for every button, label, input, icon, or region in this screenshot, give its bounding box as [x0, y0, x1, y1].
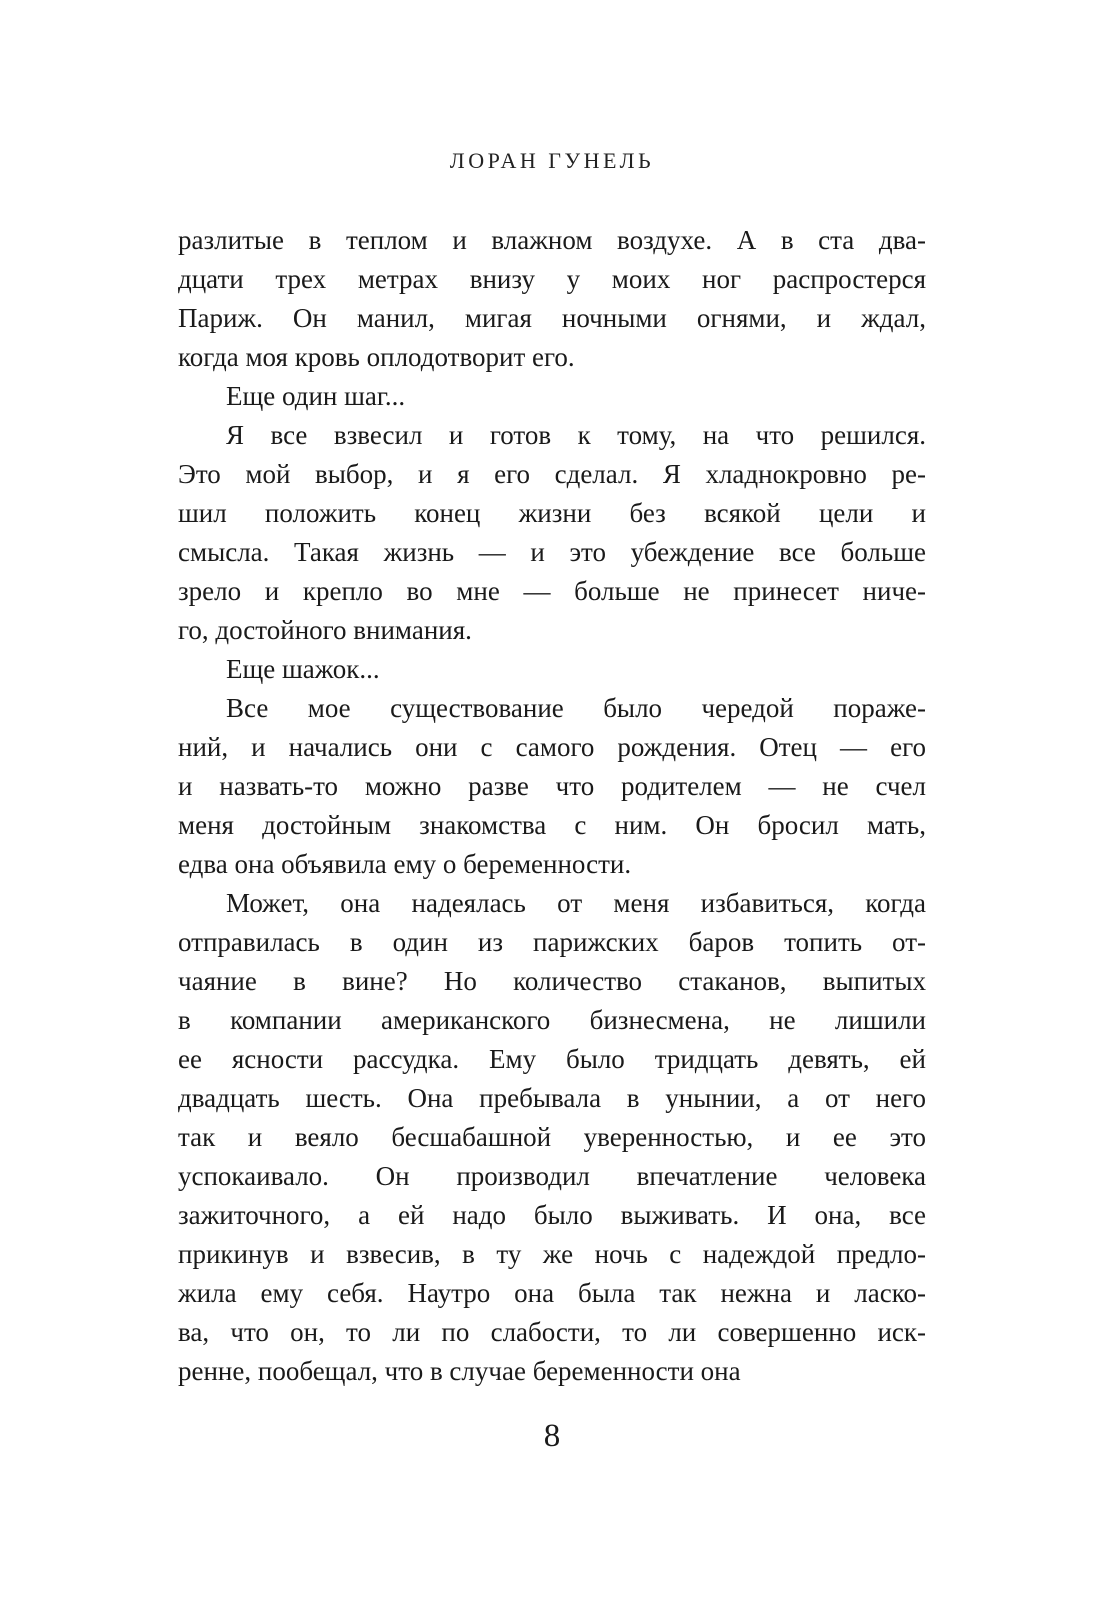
text-line: разлитые в теплом и влажном воздухе. А в ста два- [178, 225, 926, 255]
text-line: Все мое существование было чередой пораже- [226, 693, 926, 723]
text-line: зрело и крепло во мне — больше не принесет ниче- [178, 576, 926, 606]
text-line: Это мой выбор, и я его сделал. Я хладнокровно ре- [178, 459, 926, 489]
text-line: ее ясности рассудка. Ему было тридцать девять, ей [178, 1044, 926, 1074]
text-line: ва, что он, то ли по слабости, то ли совершенно иск- [178, 1317, 926, 1347]
text-line: чаяние в вине? Но количество стаканов, выпитых [178, 966, 926, 996]
text-line: ний, и начались они с самого рождения. Отец — его [178, 732, 926, 762]
text-line: отправилась в один из парижских баров топить от- [178, 927, 926, 957]
page-number: 8 [543, 1418, 561, 1454]
text-line: в компании американского бизнесмена, не лишили [178, 1005, 926, 1035]
text-line: успокаивало. Он производил впечатление человека [178, 1161, 926, 1191]
text-line: Париж. Он манил, мигая ночными огнями, и ждал, [178, 303, 926, 333]
text-line: меня достойным знакомства с ним. Он бросил мать, [178, 810, 926, 840]
text-line: прикинув и взвесив, в ту же ночь с надеждой предло- [178, 1239, 926, 1269]
text-line: Еще шажок... [226, 654, 380, 684]
text-line: едва она объявила ему о беременности. [178, 849, 632, 879]
text-line: Я все взвесил и готов к тому, на что решился. [226, 420, 926, 450]
text-line: Может, она надеялась от меня избавиться, когда [226, 888, 926, 918]
text-line: смысла. Такая жизнь — и это убеждение все больше [178, 537, 926, 567]
text-line: так и веяло бесшабашной уверенностью, и ее это [178, 1122, 926, 1152]
text-line: ренне, пообещал, что в случае беременности она [178, 1356, 741, 1386]
page-text [178, 221, 926, 1391]
text-line: дцати трех метрах внизу у моих ног распростерся [178, 264, 926, 294]
text-line: Еще один шаг... [226, 381, 406, 411]
text-line: двадцать шесть. Она пребывала в унынии, а от него [178, 1083, 926, 1113]
text-line: го, достойного внимания. [178, 615, 472, 645]
text-line: и назвать-то можно разве что родителем — не счел [178, 771, 926, 801]
running-header: ЛОРАН ГУНЕЛЬ [449, 148, 655, 173]
text-line: когда моя кровь оплодотворит его. [178, 342, 575, 372]
text-line: зажиточного, а ей надо было выживать. И она, все [178, 1200, 926, 1230]
text-line: жила ему себя. Наутро она была так нежна и ласко- [178, 1278, 926, 1308]
text-line: шил положить конец жизни без всякой цели и [178, 498, 926, 528]
